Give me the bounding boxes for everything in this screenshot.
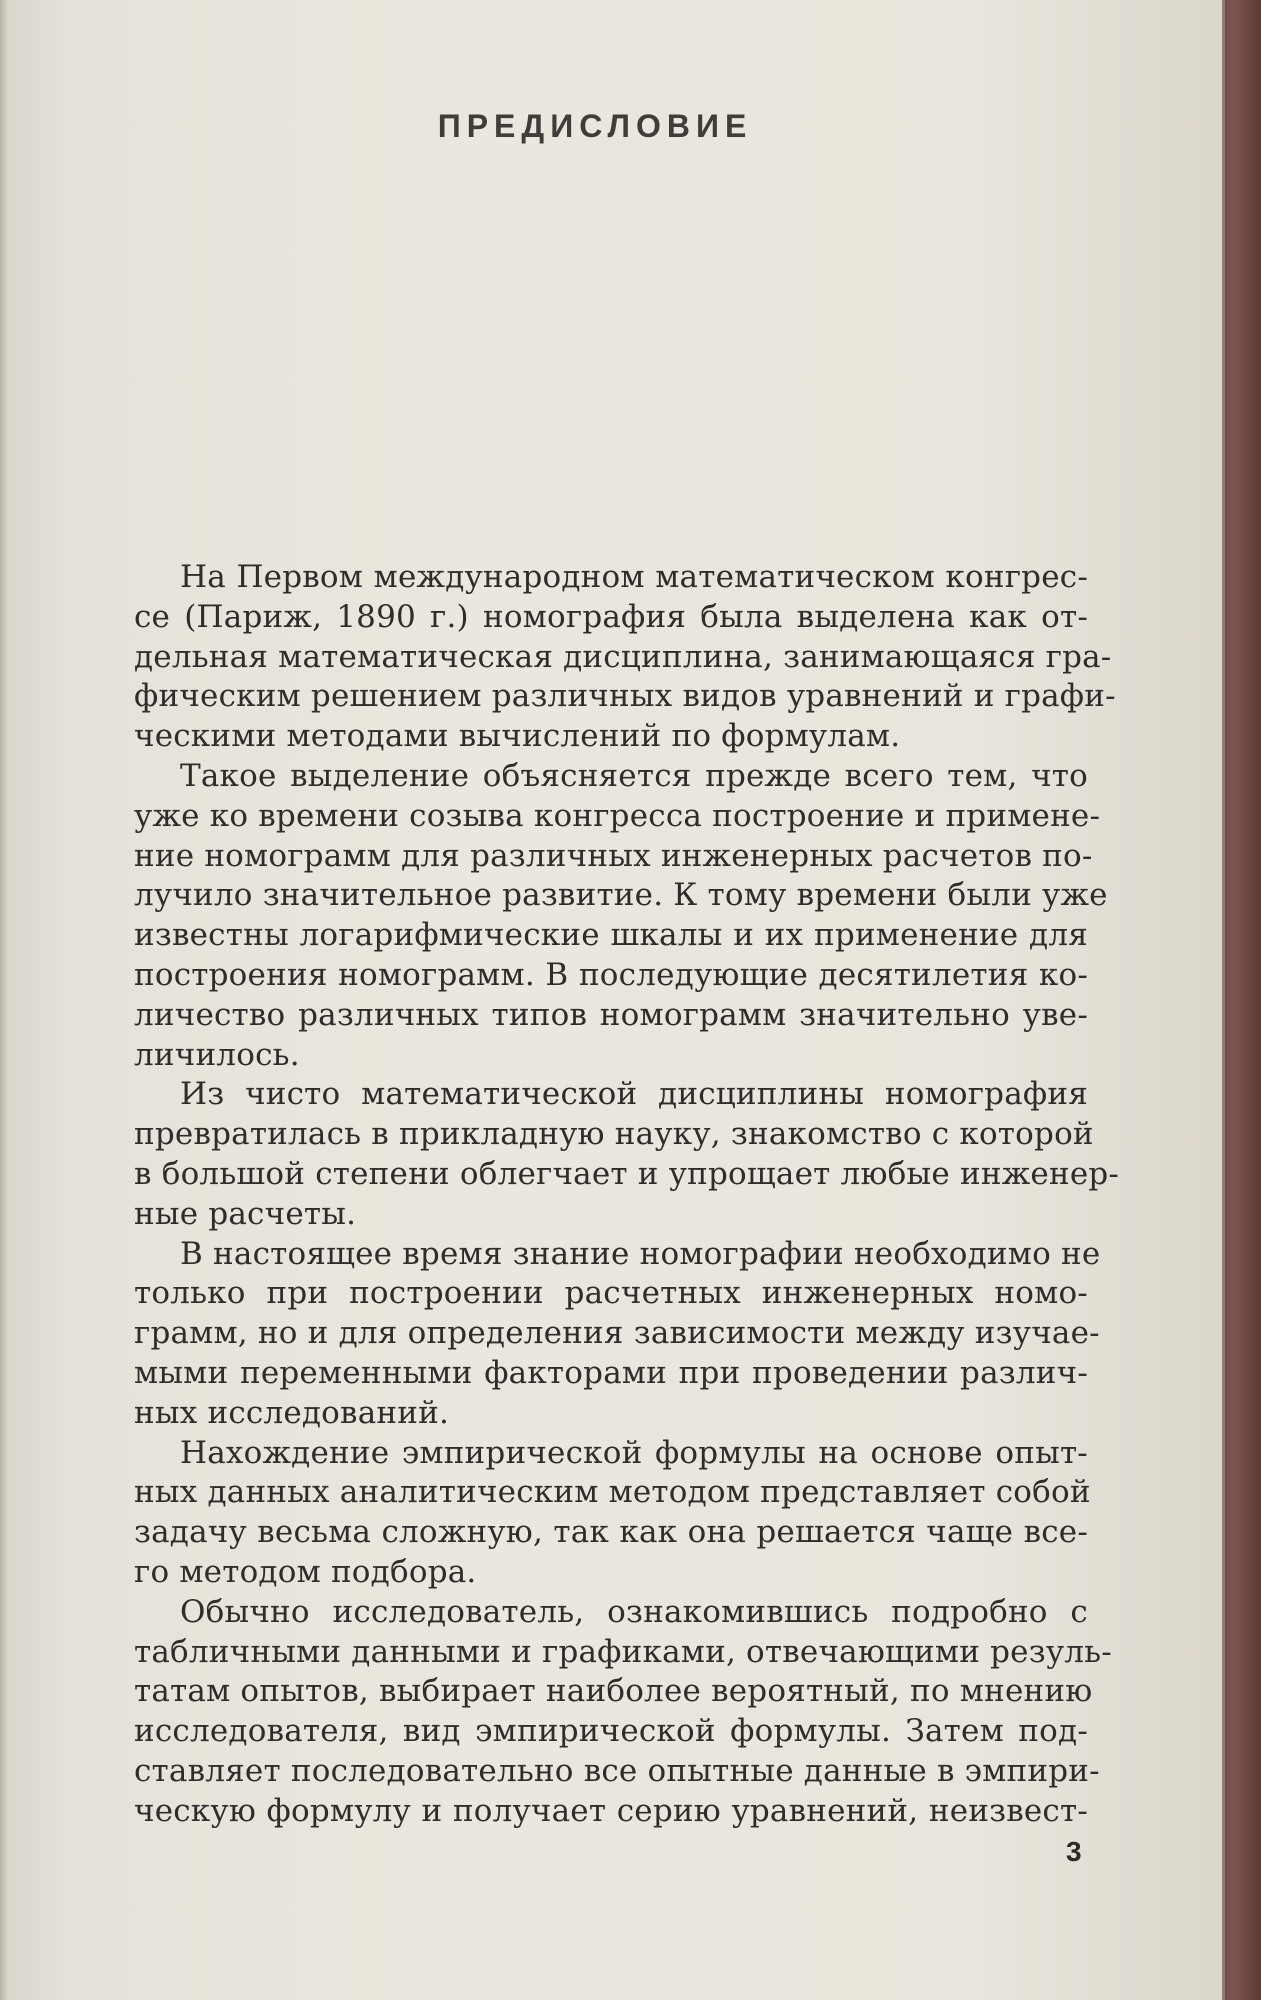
page-heading: ПРЕДИСЛОВИЕ bbox=[437, 108, 753, 144]
text-line: ных данных аналитическим методом представляет собой bbox=[134, 1474, 1091, 1511]
text-line: ные расчеты. bbox=[134, 1195, 357, 1232]
book-cover-edge bbox=[1222, 0, 1261, 2000]
text-line: Такое выделение объясняется прежде всего тем, что bbox=[180, 757, 1088, 794]
text-line: Нахождение эмпирической формулы на основе опыт- bbox=[180, 1434, 1088, 1471]
text-line: уже ко времени созыва конгресса построение и примене- bbox=[134, 797, 1101, 834]
text-line: В настоящее время знание номографии необходимо не bbox=[180, 1235, 1101, 1272]
text-line: в большой степени облегчает и упрощает любые инженер- bbox=[134, 1155, 1120, 1192]
text-line: мыми переменными факторами при проведении различ- bbox=[134, 1354, 1088, 1391]
text-line: ние номограмм для различных инженерных расчетов по- bbox=[134, 837, 1093, 874]
text-line: превратилась в прикладную науку, знакомство с которой bbox=[134, 1116, 1094, 1153]
page-number: 3 bbox=[1066, 1836, 1082, 1867]
paragraph bbox=[134, 1434, 1091, 1593]
text-line: се (Париж, 1890 г.) номография была выделена как от- bbox=[134, 598, 1088, 635]
paragraph bbox=[134, 558, 1116, 757]
paragraph bbox=[134, 1235, 1101, 1434]
paragraph bbox=[134, 757, 1108, 1075]
text-line: ных исследований. bbox=[134, 1394, 450, 1431]
text-line: личилось. bbox=[134, 1036, 300, 1073]
text-line: табличными данными и графиками, отвечающими резуль- bbox=[134, 1633, 1112, 1670]
text-line: построения номограмм. В последующие десятилетия ко- bbox=[134, 956, 1088, 993]
text-line: известны логарифмические шкалы и их применение для bbox=[134, 917, 1088, 954]
paragraph bbox=[134, 1075, 1120, 1234]
text-line: Из чисто математической дисциплины номография bbox=[180, 1076, 1088, 1113]
text-line: только при построении расчетных инженерных номо- bbox=[134, 1275, 1088, 1312]
text-line: дельная математическая дисциплина, занимающаяся гра- bbox=[134, 638, 1112, 675]
text-line: ставляет последовательно все опытные данные в эмпири- bbox=[134, 1752, 1100, 1789]
body-text bbox=[134, 558, 1120, 1832]
text-line: татам опытов, выбирает наиболее вероятный, по мнению bbox=[134, 1673, 1093, 1710]
text-line: задачу весьма сложную, так как она решается чаще все- bbox=[134, 1514, 1088, 1551]
text-line: личество различных типов номограмм значительно уве- bbox=[134, 996, 1088, 1033]
text-line: грамм, но и для определения зависимости между изучае- bbox=[134, 1315, 1100, 1352]
paragraph bbox=[134, 1593, 1112, 1832]
text-line: фическим решением различных видов уравнений и графи- bbox=[134, 678, 1116, 715]
text-line: го методом подбора. bbox=[134, 1553, 477, 1590]
text-line: исследователя, вид эмпирической формулы. Затем под- bbox=[134, 1713, 1088, 1750]
text-line: лучило значительное развитие. К тому времени были уже bbox=[134, 877, 1108, 914]
text-line: На Первом международном математическом конгрес- bbox=[180, 559, 1088, 595]
text-line: ческую формулу и получает серию уравнений, неизвест- bbox=[134, 1792, 1088, 1829]
text-line: ческими методами вычислений по формулам. bbox=[134, 718, 901, 755]
text-line: Обычно исследователь, ознакомившись подробно с bbox=[180, 1593, 1088, 1630]
